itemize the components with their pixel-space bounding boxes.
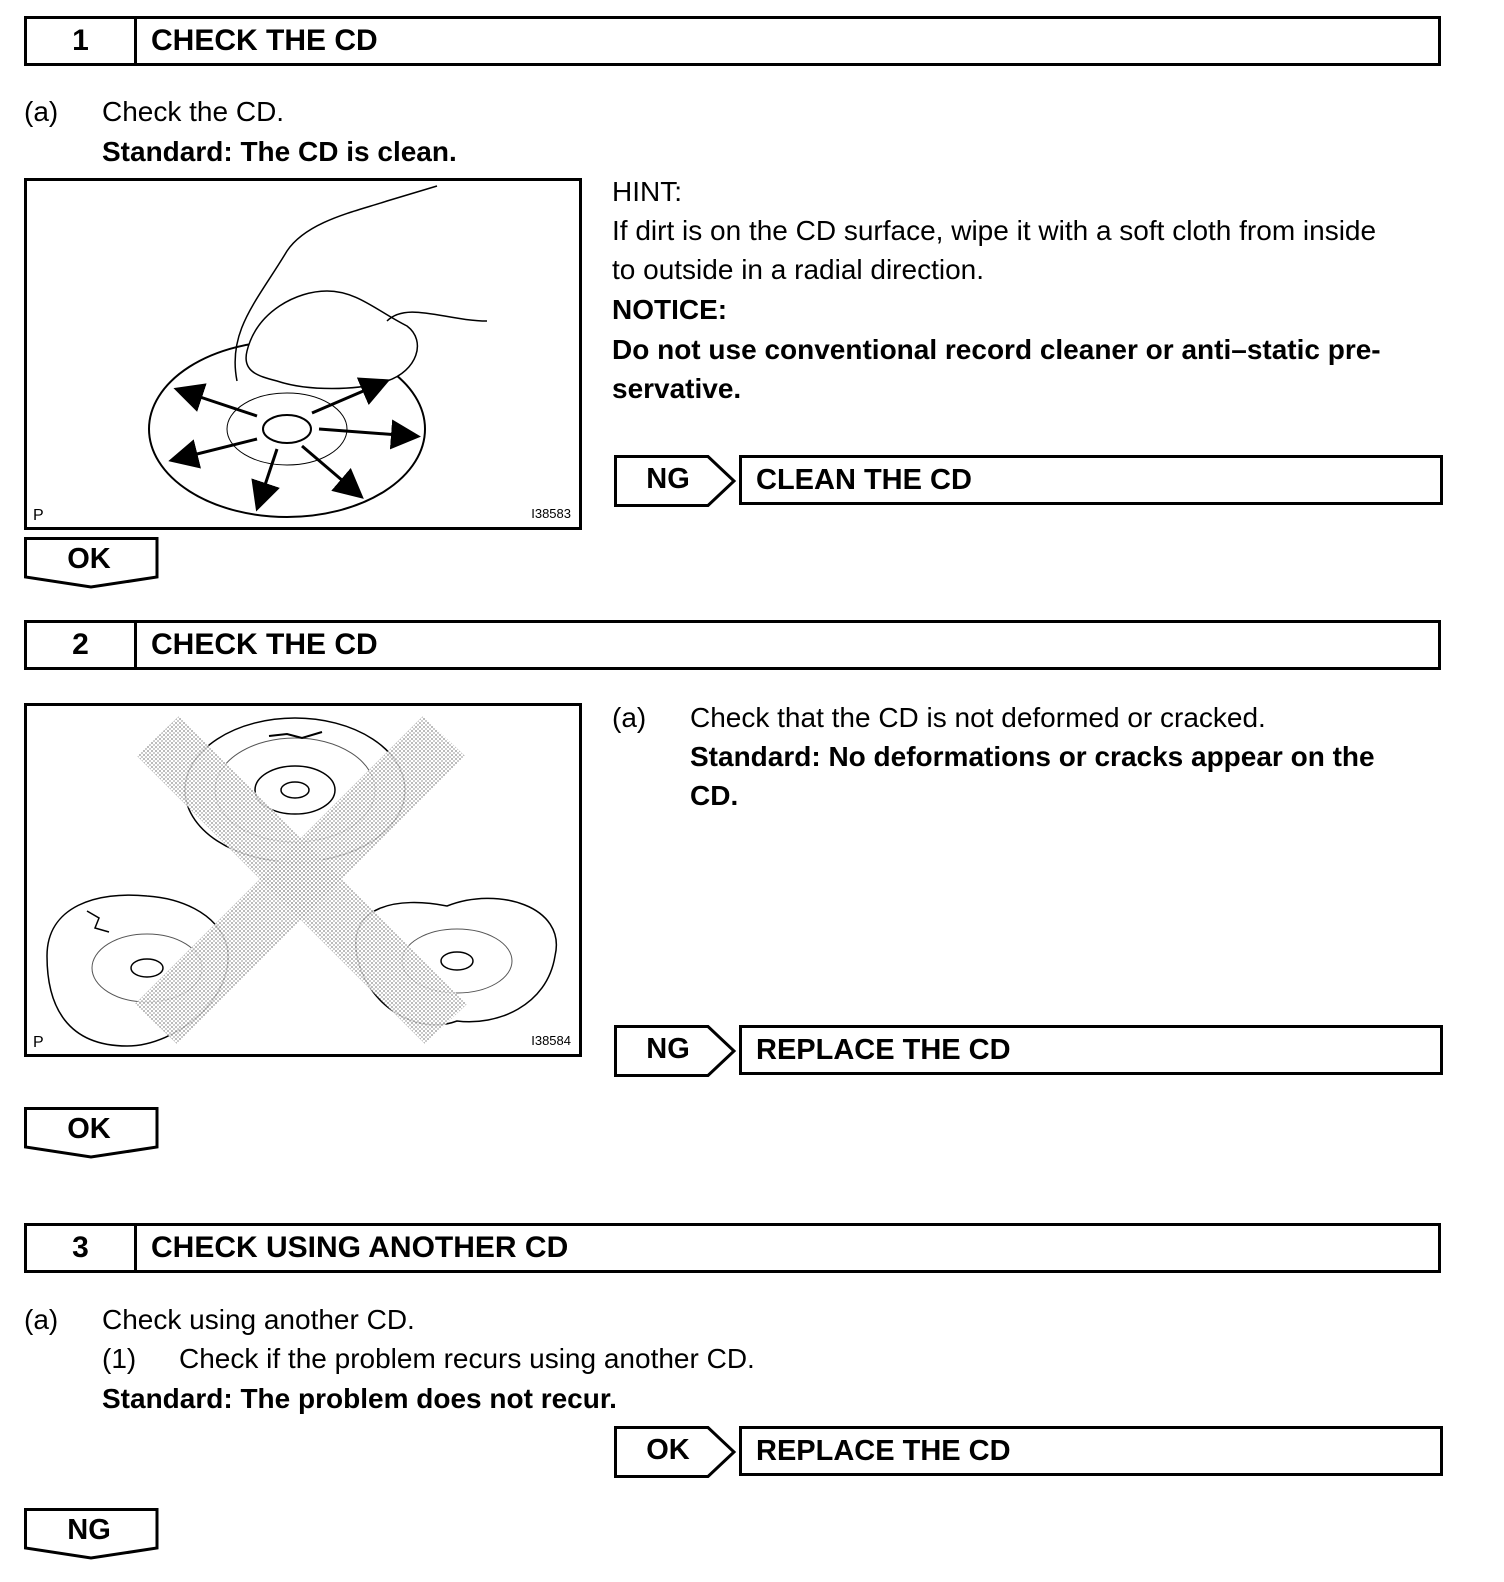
- cd-damage-figure: [24, 703, 582, 1057]
- step-1-header: [24, 16, 1441, 66]
- item-text: Check that the CD is not deformed or cracked.: [690, 702, 1266, 733]
- hint-line: to outside in a radial direction.: [612, 254, 984, 285]
- item-marker: (a): [24, 1304, 59, 1335]
- notice-label: NOTICE:: [612, 294, 728, 325]
- standard-text: Standard: No deformations or cracks appear on the: [690, 741, 1375, 772]
- ok-label: OK: [67, 1113, 111, 1145]
- hint-line: If dirt is on the CD surface, wipe it with a soft cloth from inside: [612, 215, 1377, 246]
- figure-p-mark: P: [33, 507, 44, 524]
- ng-label: NG: [646, 463, 690, 495]
- notice-line: Do not use conventional record cleaner or anti–static pre-: [612, 334, 1381, 365]
- notice-line: servative.: [612, 373, 742, 404]
- ng-action-box: CLEAN THE CD: [739, 455, 1443, 505]
- step-number: 3: [27, 1226, 137, 1270]
- ng-action-box: REPLACE THE CD: [739, 1025, 1443, 1075]
- step-2-header: [24, 620, 1441, 670]
- step-3-header: [24, 1223, 1441, 1273]
- subitem-marker: (1): [102, 1343, 137, 1374]
- ok-action-box: REPLACE THE CD: [739, 1426, 1443, 1476]
- standard-text: Standard: The problem does not recur.: [102, 1383, 617, 1414]
- item-text: Check the CD.: [102, 96, 285, 127]
- standard-text: CD.: [690, 780, 739, 811]
- ng-arrow: [24, 1508, 160, 1560]
- ok-label: OK: [646, 1434, 690, 1466]
- ok-result-tag: [614, 1426, 738, 1478]
- standard-text: Standard: The CD is clean.: [102, 136, 457, 167]
- step-number: 1: [27, 19, 137, 63]
- step-title: CHECK THE CD: [151, 628, 378, 661]
- ng-label: NG: [67, 1514, 111, 1546]
- ok-label: OK: [67, 543, 111, 575]
- item-marker: (a): [24, 96, 59, 127]
- cd-cleaning-figure: [24, 178, 582, 530]
- step-title: CHECK USING ANOTHER CD: [151, 1231, 569, 1264]
- cd-wipe-illustration: [27, 181, 579, 527]
- hint-label: HINT:: [612, 176, 682, 207]
- subitem-text: Check if the problem recurs using another CD.: [179, 1343, 755, 1374]
- figure-p-mark: P: [33, 1034, 44, 1051]
- ok-arrow: [24, 537, 160, 589]
- damaged-cd-illustration: [27, 706, 579, 1054]
- ng-result-tag: [614, 1025, 738, 1077]
- ng-result-tag: [614, 455, 738, 507]
- item-marker: (a): [612, 702, 647, 733]
- step-number: 2: [27, 623, 137, 667]
- ng-label: NG: [646, 1033, 690, 1065]
- figure-code: I38584: [531, 1033, 571, 1048]
- figure-code: I38583: [531, 506, 571, 521]
- ok-arrow: [24, 1107, 160, 1159]
- step-title: CHECK THE CD: [151, 24, 378, 57]
- item-text: Check using another CD.: [102, 1304, 415, 1335]
